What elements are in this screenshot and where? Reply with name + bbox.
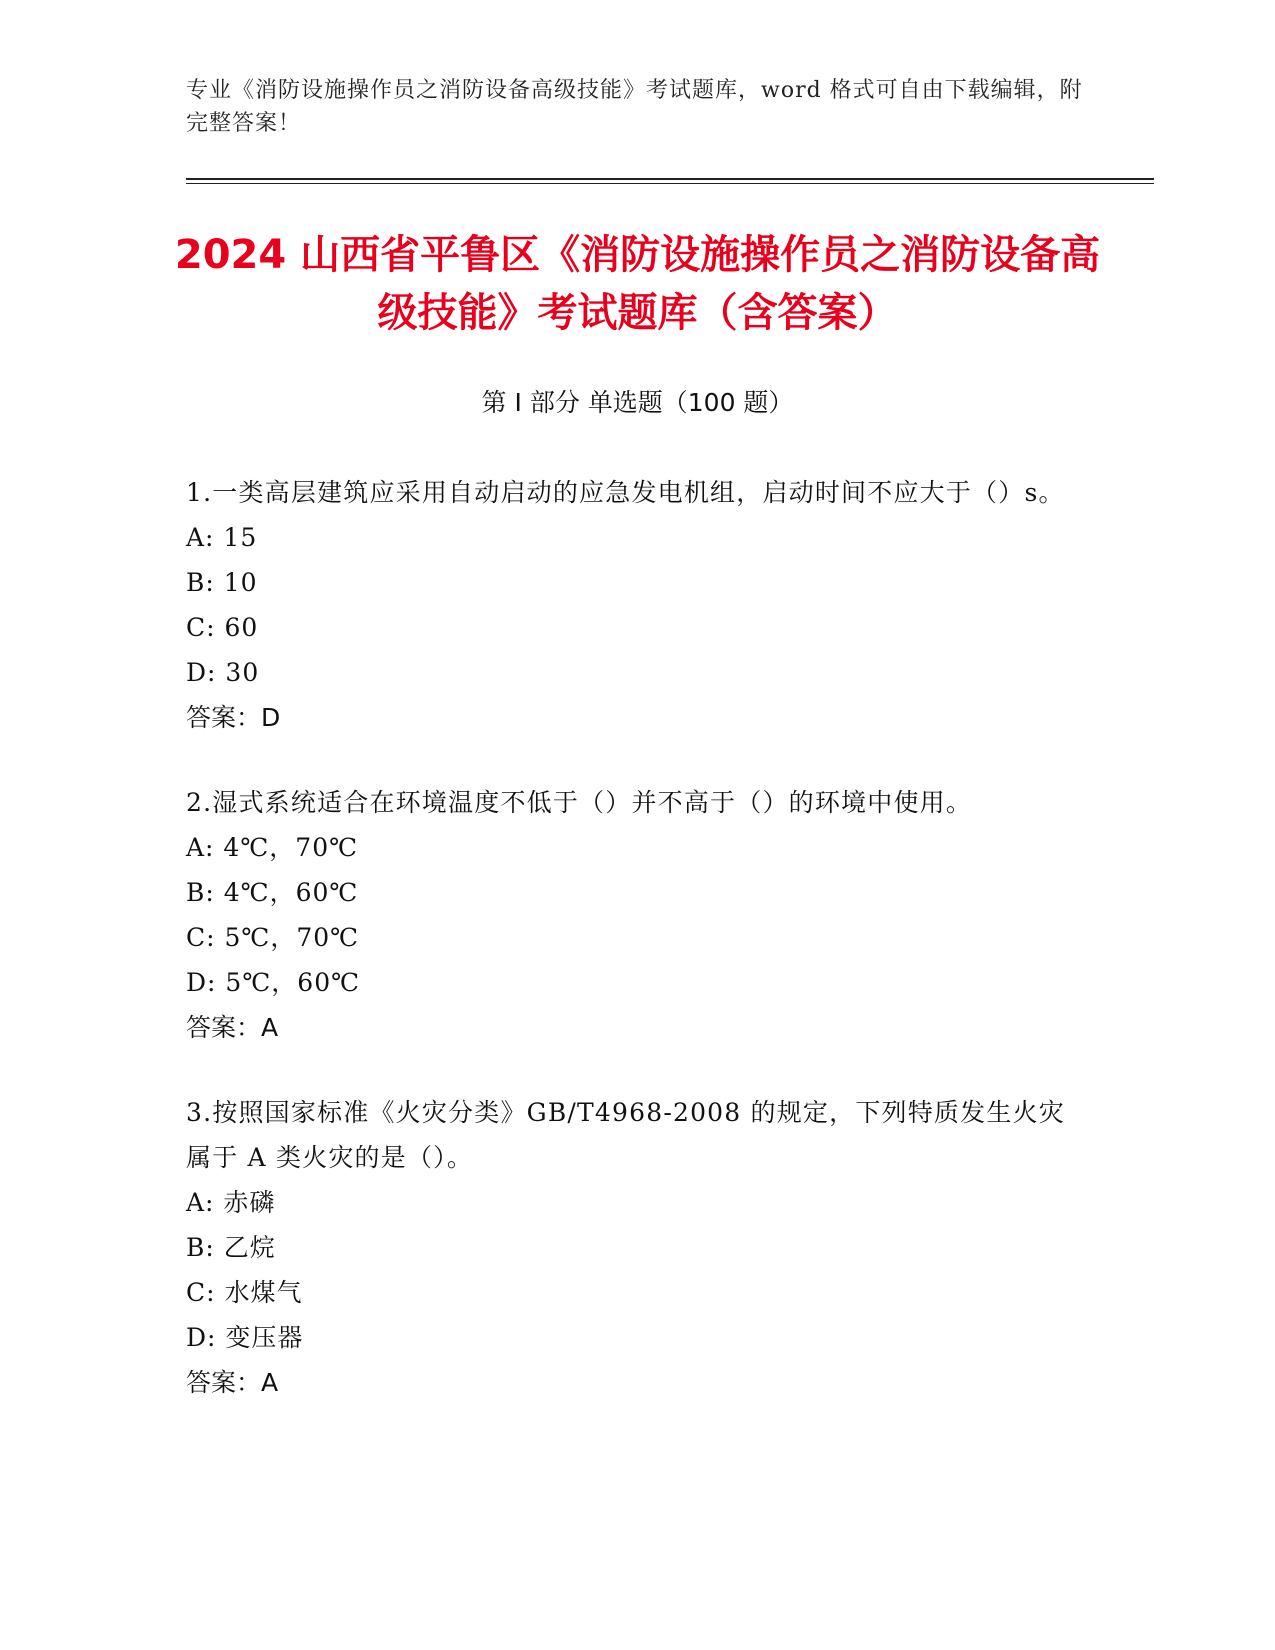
header-rule-thin	[186, 183, 1154, 184]
question-text: 3.按照国家标准《火灾分类》GB/T4968-2008 的规定，下列特质发生火灾属于 A 类火灾的是（）。	[186, 1098, 1065, 1172]
option-c: C: 水煤气	[186, 1278, 303, 1307]
header-note: 专业《消防设施操作员之消防设备高级技能》考试题库，word 格式可自由下载编辑，附完整答案！	[186, 78, 1083, 136]
answer: 答案：D	[186, 703, 281, 732]
question-1	[186, 470, 1086, 740]
option-d: D: 变压器	[186, 1323, 304, 1352]
option-a: A: 15	[186, 523, 258, 552]
option-d: D: 5℃，60℃	[186, 968, 361, 997]
question-list	[186, 470, 1086, 1445]
answer: 答案：A	[186, 1368, 279, 1397]
option-b: B: 乙烷	[186, 1233, 276, 1262]
option-b: B: 10	[186, 568, 258, 597]
answer: 答案：A	[186, 1013, 279, 1042]
question-3	[186, 1090, 1086, 1405]
question-text: 1.一类高层建筑应采用自动启动的应急发电机组，启动时间不应大于（）s。	[186, 478, 1065, 507]
section-title: 第 I 部分 单选题（100 题）	[481, 388, 794, 417]
option-c: C: 5℃，70℃	[186, 923, 360, 952]
option-b: B: 4℃，60℃	[186, 878, 359, 907]
option-d: D: 30	[186, 658, 260, 687]
option-a: A: 4℃，70℃	[186, 833, 359, 862]
document-title: 2024 山西省平鲁区《消防设施操作员之消防设备高级技能》考试题库（含答案）	[174, 232, 1101, 336]
option-c: C: 60	[186, 613, 259, 642]
header-rule-thick	[186, 178, 1154, 180]
question-text: 2.湿式系统适合在环境温度不低于（）并不高于（）的环境中使用。	[186, 788, 973, 817]
question-2	[186, 780, 1086, 1050]
option-a: A: 赤磷	[186, 1188, 276, 1217]
